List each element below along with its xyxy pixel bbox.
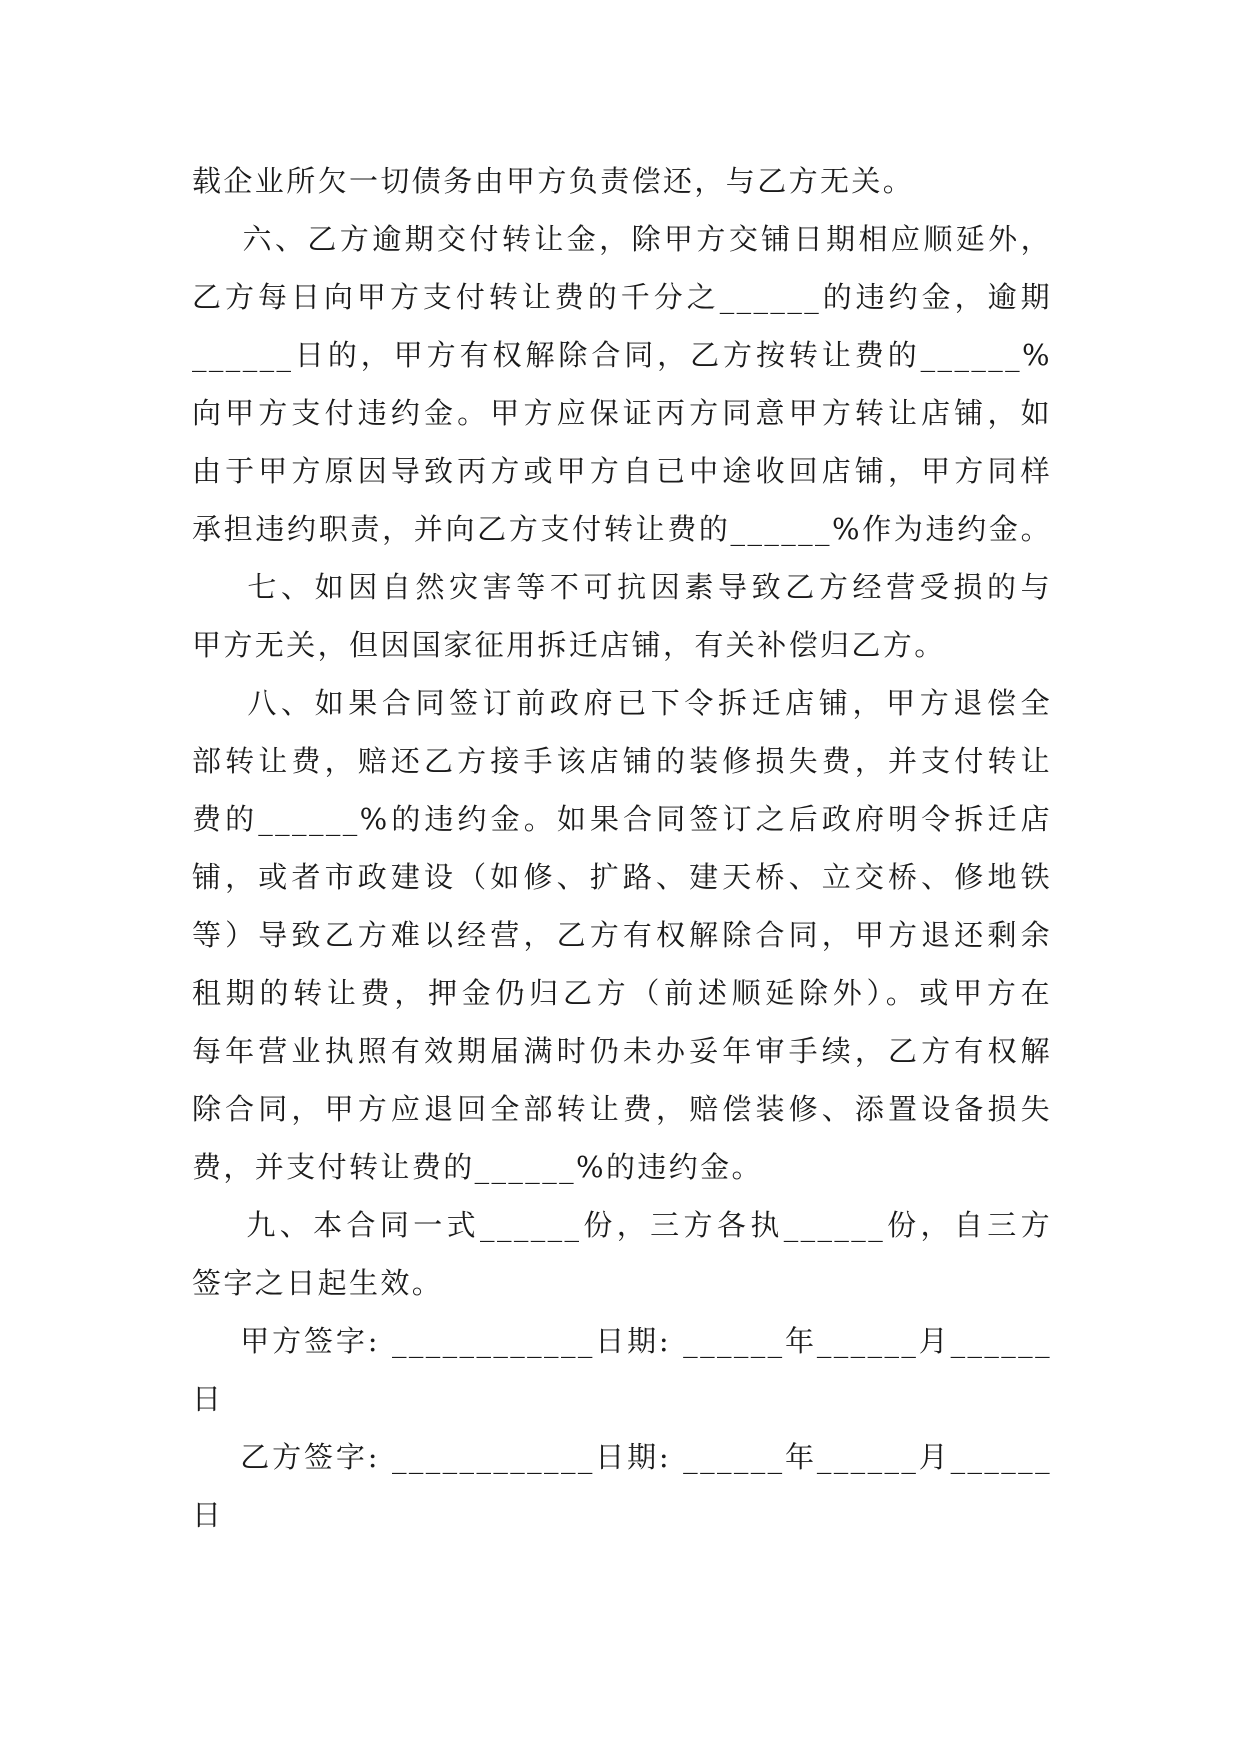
text-line: 部转让费，赔还乙方接手该店铺的装修损失费，并支付转让 bbox=[192, 744, 1052, 778]
text-line: ______日的，甲方有权解除合同，乙方按转让费的______% bbox=[192, 338, 1052, 372]
text-line: 日 bbox=[192, 1382, 224, 1416]
text-line: 铺，或者市政建设（如修、扩路、建天桥、立交桥、修地铁 bbox=[192, 860, 1052, 894]
text-line: 承担违约职责，并向乙方支付转让费的______%作为违约金。 bbox=[192, 512, 1052, 546]
text-line: 乙方每日向甲方支付转让费的千分之______的违约金，逾期 bbox=[192, 280, 1052, 314]
signature-line-party-b: 乙方签字: ____________日期: ______年______月______ bbox=[192, 1440, 1052, 1474]
text-line: 除合同，甲方应退回全部转让费，赔偿装修、添置设备损失 bbox=[192, 1092, 1052, 1126]
text-line: 六、乙方逾期交付转让金，除甲方交铺日期相应顺延外， bbox=[192, 222, 1052, 256]
text-line: 租期的转让费，押金仍归乙方（前述顺延除外）。或甲方在 bbox=[192, 976, 1052, 1010]
text-line: 等）导致乙方难以经营，乙方有权解除合同，甲方退还剩余 bbox=[192, 918, 1052, 952]
text-line: 七、如因自然灾害等不可抗因素导致乙方经营受损的与 bbox=[192, 570, 1052, 604]
text-line: 甲方无关，但因国家征用拆迁店铺，有关补偿归乙方。 bbox=[192, 628, 946, 662]
text-line: 费的______%的违约金。如果合同签订之后政府明令拆迁店 bbox=[192, 802, 1052, 836]
text-line: 每年营业执照有效期届满时仍未办妥年审手续，乙方有权解 bbox=[192, 1034, 1052, 1068]
text-line: 费，并支付转让费的______%的违约金。 bbox=[192, 1150, 763, 1184]
text-line: 日 bbox=[192, 1498, 224, 1532]
text-line: 九、本合同一式______份，三方各执______份，自三方 bbox=[192, 1208, 1052, 1242]
text-line: 签字之日起生效。 bbox=[192, 1266, 444, 1300]
document-page bbox=[192, 152, 1052, 1544]
text-line: 由于甲方原因导致丙方或甲方自已中途收回店铺，甲方同样 bbox=[192, 454, 1052, 488]
signature-line-party-a: 甲方签字: ____________日期: ______年______月______ bbox=[192, 1324, 1052, 1358]
text-line: 八、如果合同签订前政府已下令拆迁店铺，甲方退偿全 bbox=[192, 686, 1052, 720]
text-line: 向甲方支付违约金。甲方应保证丙方同意甲方转让店铺，如 bbox=[192, 396, 1052, 430]
text-line: 载企业所欠一切债务由甲方负责偿还，与乙方无关。 bbox=[192, 164, 915, 198]
